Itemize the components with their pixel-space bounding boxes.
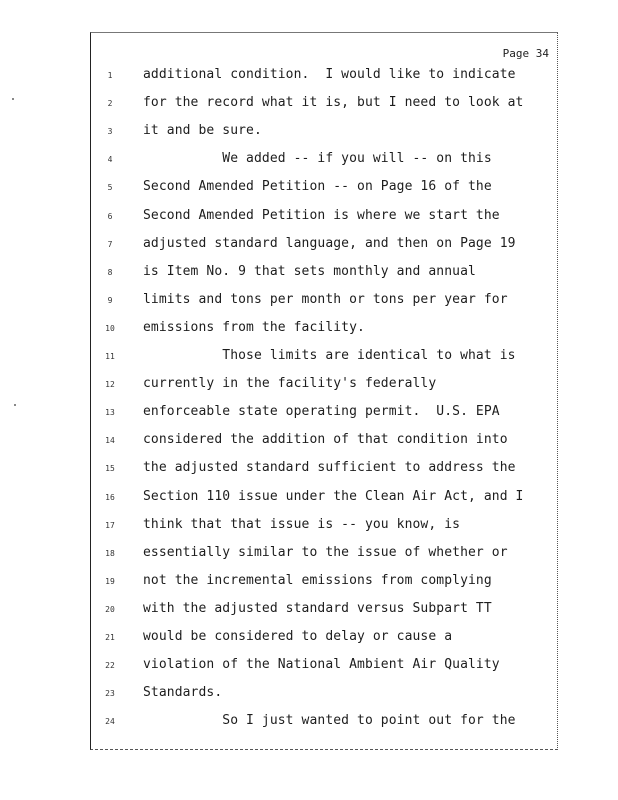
line-text: emissions from the facility. bbox=[143, 319, 365, 335]
scan-speck bbox=[12, 98, 14, 100]
line-text: Second Amended Petition is where we start the bbox=[143, 207, 500, 223]
line-number: 6 bbox=[107, 211, 113, 221]
line-number: 13 bbox=[105, 408, 115, 418]
line-text: not the incremental emissions from complying bbox=[143, 572, 492, 588]
transcript-line bbox=[91, 264, 557, 284]
line-text: violation of the National Ambient Air Quality bbox=[143, 657, 500, 673]
transcript-line bbox=[91, 320, 557, 340]
line-text: enforceable state operating permit. U.S. EPA bbox=[143, 404, 500, 420]
transcript-line bbox=[91, 601, 557, 621]
transcript-line bbox=[91, 236, 557, 256]
line-text: Standards. bbox=[143, 685, 223, 701]
line-number: 17 bbox=[105, 520, 115, 530]
transcript-line bbox=[91, 545, 557, 565]
transcript-line bbox=[91, 404, 557, 424]
line-number: 11 bbox=[105, 352, 115, 361]
line-text: it and be sure. bbox=[143, 123, 262, 139]
transcript-line bbox=[91, 376, 557, 396]
line-number: 8 bbox=[107, 267, 113, 277]
line-number: 1 bbox=[107, 71, 113, 80]
line-number: 23 bbox=[105, 689, 115, 699]
transcript-line bbox=[91, 179, 557, 199]
scan-speck bbox=[14, 404, 16, 406]
line-number: 12 bbox=[105, 380, 115, 390]
transcript-line bbox=[91, 460, 557, 480]
line-text: essentially similar to the issue of whether or bbox=[143, 544, 508, 560]
transcript-line bbox=[91, 657, 557, 677]
line-text: additional condition. I would like to indicate bbox=[143, 67, 516, 82]
line-number: 14 bbox=[105, 436, 115, 446]
line-number: 22 bbox=[105, 661, 115, 671]
line-text: Section 110 issue under the Clean Air Act, and I bbox=[143, 488, 524, 504]
transcript-line bbox=[91, 123, 557, 143]
transcript-line bbox=[91, 208, 557, 228]
line-text: currently in the facility's federally bbox=[143, 376, 437, 392]
line-number: 24 bbox=[105, 717, 115, 727]
line-number: 18 bbox=[105, 548, 115, 558]
transcript-line bbox=[91, 151, 557, 171]
transcript-line bbox=[91, 432, 557, 452]
line-text: think that that issue is -- you know, is bbox=[143, 516, 461, 532]
line-text: So I just wanted to point out for the bbox=[143, 713, 516, 729]
line-number: 5 bbox=[107, 183, 113, 193]
transcript-line bbox=[91, 292, 557, 312]
transcript-line bbox=[91, 573, 557, 593]
line-number: 16 bbox=[105, 492, 115, 502]
line-number: 7 bbox=[107, 239, 113, 249]
line-number: 10 bbox=[105, 323, 115, 333]
line-number: 4 bbox=[107, 155, 113, 165]
line-text: limits and tons per month or tons per year for bbox=[143, 291, 508, 307]
line-text: would be considered to delay or cause a bbox=[143, 629, 453, 644]
line-number: 21 bbox=[105, 633, 115, 642]
line-text: Second Amended Petition -- on Page 16 of the bbox=[143, 179, 492, 195]
transcript-line bbox=[91, 517, 557, 537]
line-text: is Item No. 9 that sets monthly and annual bbox=[143, 263, 476, 279]
line-text: for the record what it is, but I need to look at bbox=[143, 95, 524, 111]
line-number: 19 bbox=[105, 576, 115, 586]
transcript-line bbox=[91, 67, 557, 87]
line-text: the adjusted standard sufficient to address the bbox=[143, 460, 516, 476]
transcript-line bbox=[91, 713, 557, 733]
transcript-line bbox=[91, 629, 557, 649]
line-text: with the adjusted standard versus Subpart TT bbox=[143, 600, 492, 616]
line-text: We added -- if you will -- on this bbox=[143, 151, 492, 167]
transcript-page bbox=[90, 32, 558, 750]
line-number: 20 bbox=[105, 604, 115, 614]
line-text: Those limits are identical to what is bbox=[143, 348, 516, 363]
line-number: 2 bbox=[107, 99, 113, 109]
line-text: considered the addition of that condition into bbox=[143, 432, 508, 448]
transcript-line bbox=[91, 348, 557, 368]
line-number: 9 bbox=[107, 295, 113, 305]
page-number: Page 34 bbox=[502, 47, 549, 60]
line-number: 15 bbox=[105, 464, 115, 474]
transcript-line bbox=[91, 95, 557, 115]
transcript-line bbox=[91, 489, 557, 509]
line-text: adjusted standard language, and then on Page 19 bbox=[143, 235, 516, 251]
line-number: 3 bbox=[107, 127, 113, 137]
transcript-line bbox=[91, 685, 557, 705]
